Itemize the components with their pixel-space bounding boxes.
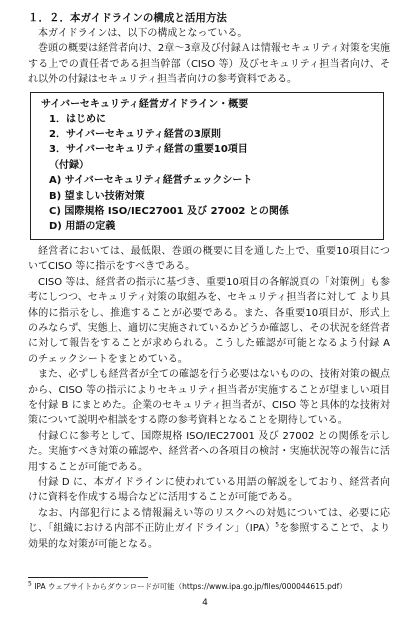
outline-list <box>41 112 373 235</box>
paragraph-structure: 巻頭の概要は経営者向け、2章～3章及び付録Ａは情報セキュリティ対策を実施する上での責任者である担当幹部（CISO 等）及びセキュリティ担当者向け、それ以外の付録はセキュリティ担当者向けの参考資料である。 <box>28 43 390 86</box>
paragraph-insider-threat <box>28 506 390 552</box>
paragraph-appendix-c: 付録Ｃに参考として、国際規格 ISO/IEC27001 及び 27002 との関係を示した。実施すべき対策の確認や、経営者への各項目の検討・実施状況等の報告に活用することが可能である。 <box>28 430 390 473</box>
footnote-text: IPA ウェブサイトからダウンロードが可能（https://www.ipa.go.jp/files/000044615.pdf） <box>34 582 347 591</box>
outline-item: A) サイバーセキュリティ経営チェックシート <box>49 175 253 187</box>
intro-paragraph: 本ガイドラインは、以下の構成となっている。 <box>38 28 248 39</box>
paragraph-executives: 経営者においては、最低限、巻頭の概要に目を通した上で、重要10項目についてCISO 等に指示をすべきである。 <box>28 245 390 273</box>
outline-item: D) 用語の定義 <box>49 221 116 233</box>
insider-text-post: を参照することで、より効果的な対策が可能となる。 <box>28 523 390 550</box>
footnote-number: 5 <box>28 580 32 588</box>
outline-box-title: サイバーセキュリティ経営ガイドライン・概要 <box>41 98 249 110</box>
outline-item: （付録） <box>49 159 89 171</box>
paragraph-appendix-d: 付録 D に、本ガイドラインに使われている用語の解説をしており、経営者向けに資料を作成する場合などに活用することが可能である。 <box>28 476 390 504</box>
outline-item: B) 望ましい技術対策 <box>49 190 145 202</box>
paragraph-appendix-b: また、必ずしも経営者が全ての確認を行う必要はないものの、技術対策の観点から、CISO 等の指示によりセキュリティ担当者が実施することが望ましい項目を付録 B にまとめた。企業のセキュリティ担当者が、CISO 等と具体的な技術対策について説明や相談をする際の参考資料となることを期待している。 <box>28 369 390 427</box>
outline-item: 1．はじめに <box>49 113 106 125</box>
footnote <box>28 582 347 592</box>
page-number: 4 <box>202 598 208 608</box>
outline-item: 2．サイバーセキュリティ経営の3原則 <box>49 129 221 141</box>
outline-item: 3．サイバーセキュリティ経営の重要10項目 <box>49 144 248 156</box>
paragraph-ciso: CISO 等は、経営者の指示に基づき、重要10項目の各解説頁の「対策例」も参考にしつつ、セキュリティ対策の取組みを、セキュリティ担当者に対して より具体的に指示をし、推進することが必要である。また、各重要10項目が、形式上のみならず、実態上、適切に実施されているかどうか確認し、その状況を経営者に対して報告をすることが求められる。こうした確認が可能となるよう付録 A のチェックシートをまとめている。 <box>28 276 390 365</box>
insider-text-pre: なお、内部犯行による情報漏えい等のリスクへの対処については、必要に応じ、「組織における内部不正防止ガイドライン」（IPA） <box>28 507 390 535</box>
outline-box <box>30 92 384 240</box>
footnote-divider <box>28 577 148 578</box>
footnote-reference: 5 <box>275 521 280 529</box>
outline-item: C) 国際規格 ISO/IEC27001 及び 27002 との関係 <box>49 206 289 218</box>
section-heading: １．２．本ガイドラインの構成と活用方法 <box>28 12 227 24</box>
